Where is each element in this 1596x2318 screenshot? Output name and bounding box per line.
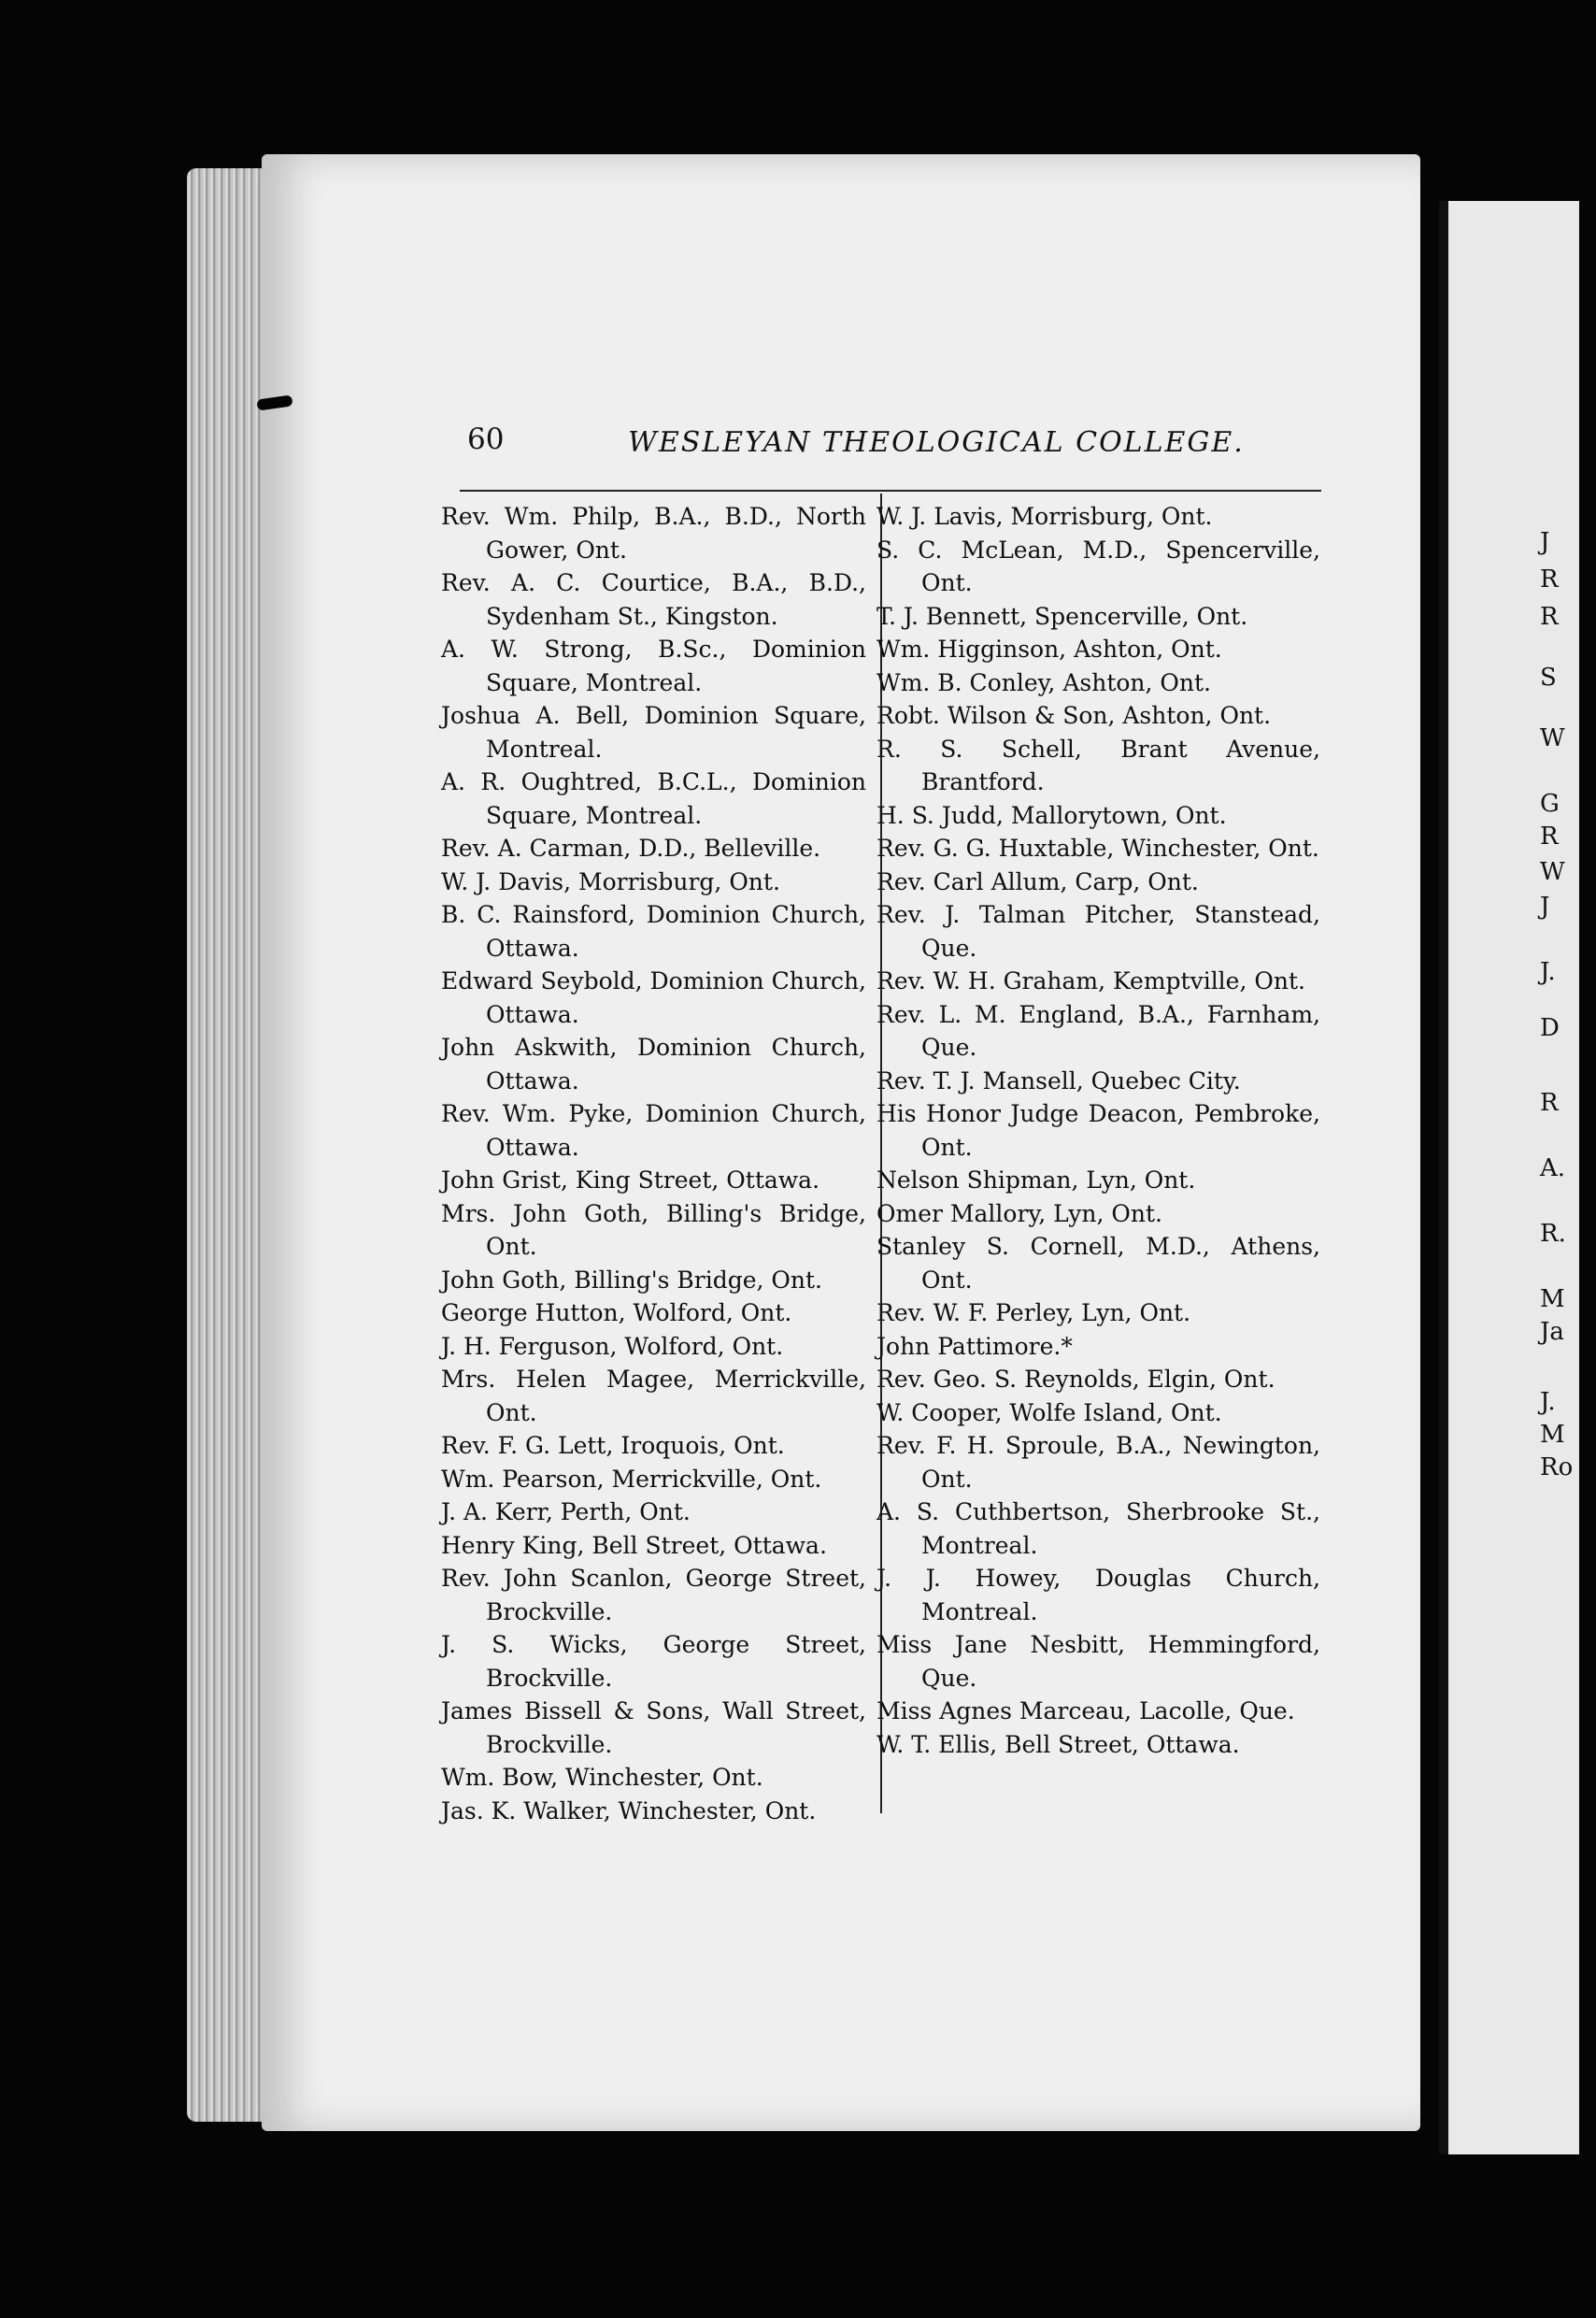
facing-page-text: R	[1540, 565, 1559, 594]
list-item: Rev. T. J. Mansell, Quebec City.	[876, 1066, 1241, 1095]
list-item: Rev. John Scanlon, George Street, Brockville.	[441, 1565, 866, 1625]
list-item: A. S. Cuthbertson, Sherbrooke St., Montreal.	[876, 1498, 1320, 1559]
list-item: B. C. Rainsford, Dominion Church, Ottawa.	[441, 901, 866, 962]
facing-page-text: W	[1540, 724, 1565, 752]
list-item: John Goth, Billing's Bridge, Ont.	[441, 1266, 822, 1294]
page-header	[460, 422, 1319, 469]
facing-page-text: Ja	[1540, 1318, 1564, 1346]
list-item: Omer Mallory, Lyn, Ont.	[876, 1199, 1162, 1227]
list-item: Rev. G. G. Huxtable, Winchester, Ont.	[876, 835, 1319, 862]
list-item: Rev. L. M. England, B.A., Farnham, Que.	[876, 1000, 1320, 1061]
list-item: Rev. Wm. Pyke, Dominion Church, Ottawa.	[441, 1100, 866, 1161]
list-item: James Bissell & Sons, Wall Street, Brockville.	[441, 1697, 866, 1758]
page-edges	[187, 168, 273, 2122]
list-item: His Honor Judge Deacon, Pembroke, Ont.	[876, 1100, 1320, 1161]
list-item: Rev. Geo. S. Reynolds, Elgin, Ont.	[876, 1366, 1275, 1393]
list-item: Mrs. Helen Magee, Merrickville, Ont.	[441, 1366, 866, 1426]
facing-page-text: G	[1540, 790, 1560, 818]
facing-page-text: R	[1540, 1089, 1559, 1117]
list-item: Wm. Pearson, Merrickville, Ont.	[441, 1465, 822, 1493]
list-item: Rev. W. F. Perley, Lyn, Ont.	[876, 1299, 1191, 1326]
facing-page-text: J	[1540, 893, 1550, 921]
list-item: Stanley S. Cornell, M.D., Athens, Ont.	[876, 1233, 1320, 1294]
list-item: Jas. K. Walker, Winchester, Ont.	[441, 1796, 817, 1824]
facing-page-text: S	[1540, 664, 1557, 692]
list-item: Wm. Higginson, Ashton, Ont.	[876, 636, 1222, 663]
facing-page-text: Ro	[1540, 1453, 1574, 1481]
facing-page-text: W	[1540, 858, 1565, 886]
list-item: Rev. Wm. Philp, B.A., B.D., North Gower, Ont.	[441, 503, 866, 564]
list-item: John Askwith, Dominion Church, Ottawa.	[441, 1034, 866, 1095]
list-item: George Hutton, Wolford, Ont.	[441, 1299, 792, 1326]
list-item: J. H. Ferguson, Wolford, Ont.	[441, 1332, 784, 1360]
list-item: W. J. Lavis, Morrisburg, Ont.	[876, 503, 1213, 530]
list-item: Mrs. John Goth, Billing's Bridge, Ont.	[441, 1199, 866, 1260]
list-item: Rev. F. H. Sproule, B.A., Newington, Ont.	[876, 1432, 1320, 1493]
list-item: J. S. Wicks, George Street, Brockville.	[441, 1631, 866, 1692]
list-item: Joshua A. Bell, Dominion Square, Montreal.	[441, 702, 866, 763]
list-item: Rev. A. Carman, D.D., Belleville.	[441, 835, 821, 862]
list-item: W. J. Davis, Morrisburg, Ont.	[441, 867, 780, 895]
list-item: Rev. A. C. Courtice, B.A., B.D., Sydenham St., Kingston.	[441, 569, 866, 630]
page-number: 60	[467, 422, 505, 456]
list-item: W. T. Ellis, Bell Street, Ottawa.	[876, 1730, 1240, 1758]
list-item: H. S. Judd, Mallorytown, Ont.	[876, 801, 1227, 829]
list-item: Miss Jane Nesbitt, Hemmingford, Que.	[876, 1631, 1320, 1692]
right-column	[876, 500, 1320, 1761]
facing-page-text: J	[1540, 528, 1550, 556]
list-item: J. A. Kerr, Perth, Ont.	[441, 1498, 691, 1525]
list-item: Edward Seybold, Dominion Church, Ottawa.	[441, 967, 866, 1028]
facing-page-text: R	[1540, 603, 1559, 631]
facing-page-text: R	[1540, 823, 1559, 851]
list-item: A. R. Oughtred, B.C.L., Dominion Square, Montreal.	[441, 768, 866, 829]
facing-page-fragment	[1439, 201, 1579, 2154]
facing-page-text: J.	[1540, 958, 1556, 986]
facing-page-text: A.	[1540, 1154, 1566, 1182]
list-item: Rev. Carl Allum, Carp, Ont.	[876, 867, 1199, 895]
list-item: Wm. Bow, Winchester, Ont.	[441, 1764, 763, 1791]
list-item: Nelson Shipman, Lyn, Ont.	[876, 1166, 1196, 1194]
list-item: T. J. Bennett, Spencerville, Ont.	[876, 602, 1248, 630]
list-item: Rev. F. G. Lett, Iroquois, Ont.	[441, 1432, 785, 1459]
list-item: Rev. W. H. Graham, Kemptville, Ont.	[876, 967, 1305, 994]
facing-page-text: D	[1540, 1014, 1560, 1042]
facing-page-text: M	[1540, 1421, 1565, 1449]
list-item: Rev. J. Talman Pitcher, Stanstead, Que.	[876, 901, 1320, 962]
facing-page-text: J.	[1540, 1388, 1556, 1416]
left-column	[441, 500, 866, 1827]
list-item: J. J. Howey, Douglas Church, Montreal.	[876, 1565, 1320, 1625]
list-item: A. W. Strong, B.Sc., Dominion Square, Montreal.	[441, 636, 866, 696]
list-item: Miss Agnes Marceau, Lacolle, Que.	[876, 1697, 1295, 1724]
list-item: S. C. McLean, M.D., Spencerville, Ont.	[876, 536, 1320, 596]
running-head: WESLEYAN THEOLOGICAL COLLEGE.	[628, 426, 1245, 459]
list-item: John Grist, King Street, Ottawa.	[441, 1166, 820, 1194]
header-rule	[460, 490, 1321, 492]
list-item: Wm. B. Conley, Ashton, Ont.	[876, 668, 1211, 696]
facing-page-text: R.	[1540, 1220, 1566, 1248]
list-item: Henry King, Bell Street, Ottawa.	[441, 1531, 827, 1559]
list-item: W. Cooper, Wolfe Island, Ont.	[876, 1398, 1222, 1426]
list-item: John Pattimore.*	[876, 1332, 1073, 1360]
list-item: R. S. Schell, Brant Avenue, Brantford.	[876, 735, 1320, 795]
list-item: Robt. Wilson & Son, Ashton, Ont.	[876, 702, 1272, 729]
facing-page-text: M	[1540, 1285, 1565, 1313]
